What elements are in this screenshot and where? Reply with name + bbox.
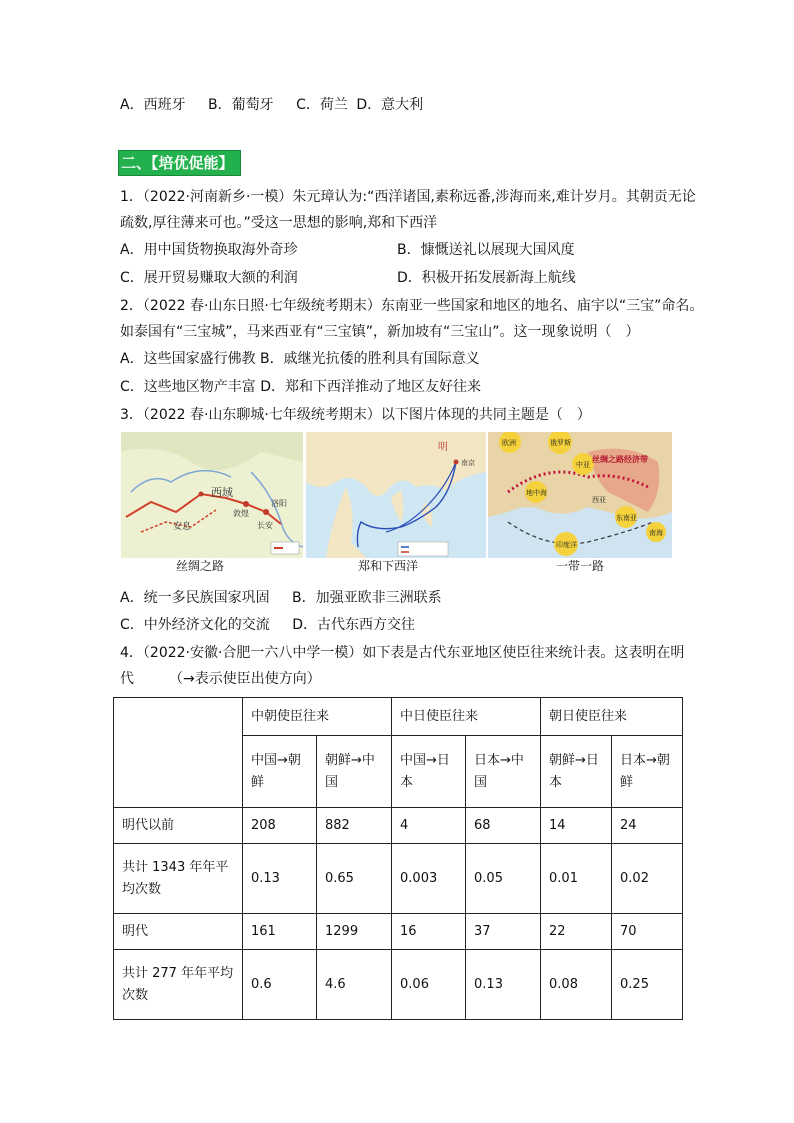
table-cell: 0.08 xyxy=(541,950,612,1020)
direction-header: 日本→中 国 xyxy=(466,736,541,808)
map1-label-changan: 长安 xyxy=(257,521,273,530)
q3-option-a: A．统一多民族国家巩固 xyxy=(120,590,270,606)
row-label: 明代以前 xyxy=(114,808,243,844)
group-header: 中日使臣往来 xyxy=(392,698,541,736)
q2-stem-line1: 2．（2022 春·山东日照·七年级统考期末）东南亚一些国家和地区的地名、庙宇以“三宝”命名。 xyxy=(120,298,704,314)
table-row xyxy=(114,808,683,844)
table-cell: 0.6 xyxy=(243,950,317,1020)
table-cell: 22 xyxy=(541,914,612,950)
table-cell: 0.13 xyxy=(466,950,541,1020)
table-cell: 0.05 xyxy=(466,844,541,914)
map1-label-xiyu: 西域 xyxy=(211,486,233,499)
table-cell: 208 xyxy=(243,808,317,844)
q3-option-b: B．加强亚欧非三洲联系 xyxy=(292,590,442,606)
table-cell: 0.25 xyxy=(612,950,683,1020)
zheng-he-voyages-map xyxy=(306,432,486,558)
q3-option-c: C．中外经济文化的交流 xyxy=(120,617,270,633)
map3-label-russia: 俄罗斯 xyxy=(550,439,571,447)
option-a: A．西班牙 xyxy=(120,97,186,113)
q1-option-d: D．积极开拓发展新海上航线 xyxy=(397,270,576,286)
direction-header: 朝鲜→日 本 xyxy=(541,736,612,808)
q4-stem-line2: 代 （→表示使臣出使方向） xyxy=(120,671,321,687)
map3-label-indian-ocean: 印度洋 xyxy=(556,541,577,549)
table-row xyxy=(114,950,683,1020)
table-cell: 1299 xyxy=(317,914,392,950)
envoy-statistics-table xyxy=(113,697,683,1020)
table-cell: 4 xyxy=(392,808,466,844)
table-cell: 0.06 xyxy=(392,950,466,1020)
caption-belt-road: 一带一路 xyxy=(556,559,605,573)
silk-road-map xyxy=(121,432,303,558)
map1-label-dunhuang: 敦煌 xyxy=(233,509,249,518)
table-cell: 68 xyxy=(466,808,541,844)
map3-label-southeast-asia: 东南亚 xyxy=(616,514,637,522)
table-cell: 24 xyxy=(612,808,683,844)
map2-label-ming: 明 xyxy=(438,442,448,453)
table-cell: 0.65 xyxy=(317,844,392,914)
option-b: B．葡萄牙 xyxy=(208,97,274,113)
table-cell: 0.13 xyxy=(243,844,317,914)
table-cell: 0.003 xyxy=(392,844,466,914)
table-cell: 882 xyxy=(317,808,392,844)
row-label: 共计 1343 年年平 均次数 xyxy=(114,844,243,914)
row-label: 明代 xyxy=(114,914,243,950)
map1-label-anxi: 安息 xyxy=(173,522,192,532)
group-header: 中朝使臣往来 xyxy=(243,698,392,736)
map1-label-luoyang: 洛阳 xyxy=(271,499,287,508)
section-title: 二、【培优促能】 xyxy=(118,150,241,176)
belt-and-road-map xyxy=(488,432,672,558)
map3-label-central-asia: 中亚 xyxy=(576,461,590,469)
map3-label-mediterranean: 地中海 xyxy=(526,489,547,497)
direction-header: 中国→朝 鲜 xyxy=(243,736,317,808)
prev-question-options xyxy=(120,95,423,115)
q2-options-cd: C．这些地区物产丰富 D．郑和下西洋推动了地区友好往来 xyxy=(120,379,482,395)
table-row xyxy=(114,914,683,950)
group-header: 朝日使臣往来 xyxy=(541,698,683,736)
q3-options-ab xyxy=(120,588,442,608)
table-cell: 37 xyxy=(466,914,541,950)
map3-label-south-sea: 南海 xyxy=(649,529,663,537)
q3-option-d: D．古代东西方交往 xyxy=(292,617,416,633)
table-cell: 16 xyxy=(392,914,466,950)
table-corner-cell xyxy=(114,698,243,808)
direction-header: 日本→朝 鲜 xyxy=(612,736,683,808)
q3-options-cd xyxy=(120,615,415,635)
caption-zheng-he: 郑和下西洋 xyxy=(358,559,419,573)
map3-label-europe: 欧洲 xyxy=(502,439,516,447)
table-header-groups xyxy=(114,698,683,736)
direction-header: 中国→日 本 xyxy=(392,736,466,808)
q1-option-a: A．用中国货物换取海外奇珍 xyxy=(120,242,298,258)
map3-label-economic-belt: 丝绸之路经济带 xyxy=(592,455,648,464)
q4-stem-line1: 4．（2022·安徽·合肥一六八中学一模）如下表是古代东亚地区使臣往来统计表。这表明在明 xyxy=(120,645,685,661)
map2-label-nanjing: 南京 xyxy=(461,459,475,467)
q1-stem-line1: 1．（2022·河南新乡·一模）朱元璋认为:“西洋诸国,素称远番,涉海而来,难计岁月。其朝贡无论 xyxy=(120,189,696,205)
table-cell: 0.02 xyxy=(612,844,683,914)
option-d: D．意大利 xyxy=(356,97,424,113)
caption-silk-road: 丝绸之路 xyxy=(176,559,225,573)
table-cell: 14 xyxy=(541,808,612,844)
q2-stem-line2: 如泰国有“三宝城”，马来西亚有“三宝镇”，新加坡有“三宝山”。这一现象说明（ ） xyxy=(120,324,640,340)
table-row xyxy=(114,844,683,914)
q3-stem: 3．（2022 春·山东聊城·七年级统考期末）以下图片体现的共同主题是（ ） xyxy=(120,407,591,423)
direction-header: 朝鲜→中 国 xyxy=(317,736,392,808)
table-cell: 161 xyxy=(243,914,317,950)
q2-options-ab: A．这些国家盛行佛教 B．戚继光抗倭的胜利具有国际意义 xyxy=(120,351,480,367)
option-c: C．荷兰 xyxy=(296,97,348,113)
q1-stem-line2: 疏数,厚往薄来可也。”受这一思想的影响,郑和下西洋 xyxy=(120,215,438,231)
q1-option-b: B．慷慨送礼以展现大国风度 xyxy=(397,242,575,258)
table-cell: 70 xyxy=(612,914,683,950)
table-cell: 0.01 xyxy=(541,844,612,914)
map3-label-west-asia: 西亚 xyxy=(592,496,606,504)
row-label: 共计 277 年年平均 次数 xyxy=(114,950,243,1020)
table-cell: 4.6 xyxy=(317,950,392,1020)
q1-option-c: C．展开贸易赚取大额的利润 xyxy=(120,270,298,286)
